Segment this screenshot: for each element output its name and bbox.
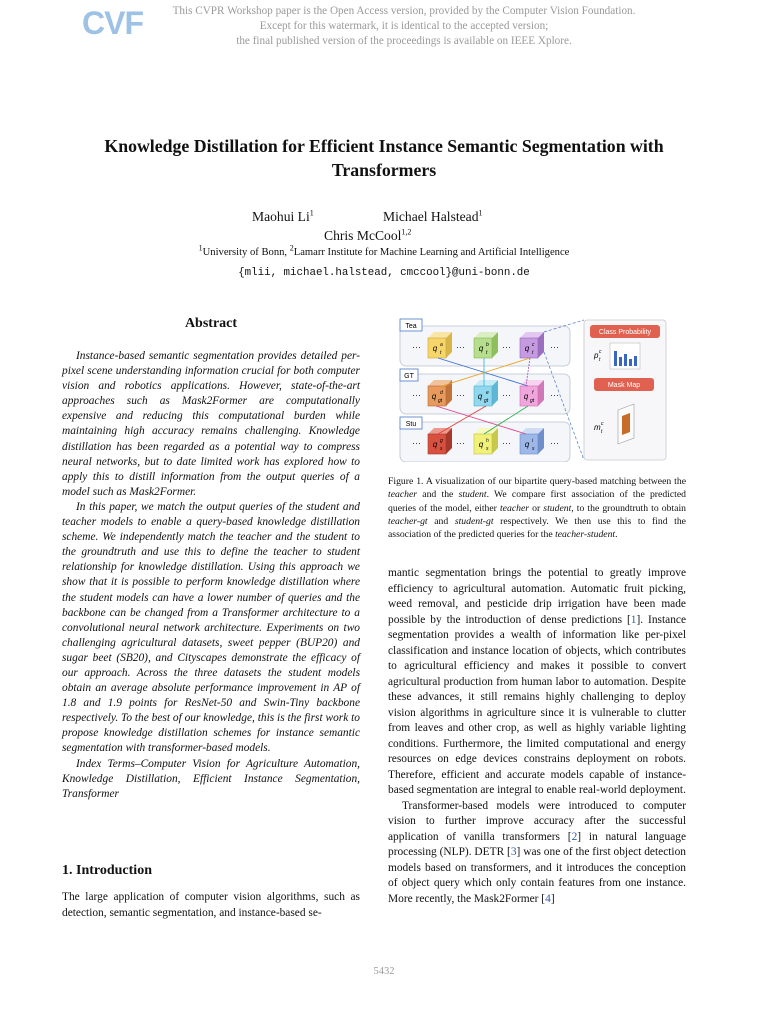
query-label: q (478, 440, 484, 449)
query-sup: f (532, 390, 534, 396)
svg-text:···: ··· (502, 438, 511, 448)
figure-caption (388, 475, 686, 541)
query-sub: t (486, 350, 488, 356)
caption-term: student (458, 489, 487, 501)
aff-sup: 1 (198, 243, 203, 253)
author-sup: 1 (478, 208, 483, 218)
mask-image-blob (622, 413, 630, 435)
watermark-line: This CVPR Workshop paper is the Open Access version, provided by the Computer Vision Foundation. (172, 5, 636, 17)
caption-term: teacher-gt (388, 515, 428, 527)
mask-map-label: Mask Map (607, 382, 641, 389)
caption-term: student-gt (454, 515, 494, 527)
aff-sup: 2 (289, 243, 294, 253)
citation-link[interactable]: 4 (545, 892, 551, 905)
watermark-line: Except for this watermark, it is identical to the accepted version; (259, 20, 549, 32)
abstract-body (62, 349, 360, 802)
svg-text:···: ··· (412, 438, 421, 448)
query-sub: t (440, 350, 442, 356)
svg-text:···: ··· (456, 438, 465, 448)
query-sub: s (486, 446, 489, 452)
caption-text: , to the groundtruth to obtain (571, 502, 686, 514)
query-sup: d (440, 390, 443, 396)
caption-text: . We compare first association of the predicted queries of the model, either (388, 489, 687, 514)
index-terms: Index Terms–Computer Vision for Agriculture Automation, Knowledge Distillation, Efficient Instance Segmentation, Transformer (62, 757, 360, 800)
body-text: mantic segmentation brings the potential to greatly improve efficiency to agricultural automation. Automatic fruit picking, weed removal, and pesticide drip irrigation have been made possible by the introduction of dense predictions [ (388, 567, 686, 626)
author-sup: 1 (309, 208, 314, 218)
citation-link[interactable]: 1 (630, 613, 637, 626)
mask-symbol: m (594, 423, 601, 432)
author-emails: {mlii, michael.halstead, cmccool}@uni-bonn.de (238, 267, 530, 279)
body-text: ] was one of the first object detection models based on transformers, and it introduces the conception of object query which only contain features from one instance. More recently, the Mask2Former [ (388, 846, 686, 905)
svg-text:···: ··· (456, 390, 465, 400)
query-sub: gt (438, 398, 443, 404)
author (383, 209, 483, 225)
svg-text:···: ··· (456, 342, 465, 352)
author-sup: 1,2 (401, 227, 412, 237)
mask-sup: c (601, 421, 604, 427)
body-paragraph (388, 566, 686, 799)
svg-text:···: ··· (412, 390, 421, 400)
query-sup: a (440, 342, 443, 348)
svg-text:···: ··· (412, 342, 421, 352)
caption-term: student (543, 502, 572, 514)
query-sup: h (486, 438, 489, 444)
title-line: Transformers (331, 160, 437, 180)
caption-text: respectively. We then use this to find the association of the predicted queries for the (388, 515, 686, 541)
body-paragraph (388, 799, 686, 908)
class-probability-label: Class Probability (598, 329, 652, 336)
citation-link[interactable]: 3 (510, 846, 517, 858)
aff-text: University of Bonn, (202, 247, 290, 258)
tea-label: Tea (405, 323, 417, 330)
right-column-body (388, 566, 686, 907)
svg-text:···: ··· (550, 390, 559, 400)
caption-term: teacher (499, 502, 530, 514)
query-label: q (432, 344, 438, 353)
prob-sub: t (599, 357, 601, 363)
query-sub: s (532, 446, 535, 452)
prob-symbol: p (594, 351, 599, 360)
abstract-heading: Abstract (184, 316, 238, 331)
author-name: Chris McCool (324, 228, 402, 243)
cvf-logo: CVF (82, 5, 143, 41)
caption-text: and the (417, 489, 459, 501)
author-name: Michael Halstead (383, 209, 479, 224)
open-access-watermark (150, 4, 658, 49)
query-label: q (432, 440, 438, 449)
svg-text:···: ··· (550, 438, 559, 448)
query-label: q (477, 392, 483, 401)
figure-query-matching (398, 318, 670, 462)
watermark-line: the final published version of the proceedings is available on IEEE Xplore. (236, 35, 572, 47)
page-number: 5432 (373, 966, 395, 977)
query-sup: i (532, 438, 534, 444)
stu-label: Stu (405, 421, 417, 428)
author (252, 209, 314, 225)
intro-paragraph: The large application of computer vision algorithms, such as detection, semantic segmentation, and instance-based se- (62, 891, 360, 919)
query-label: q (524, 440, 530, 449)
svg-text:···: ··· (502, 342, 511, 352)
caption-text: and (427, 515, 455, 527)
mask-sub: t (601, 429, 603, 435)
author (324, 228, 411, 244)
svg-text:···: ··· (502, 390, 511, 400)
title-line: Knowledge Distillation for Efficient Instance Semantic Segmentation with (104, 136, 664, 156)
svg-text:···: ··· (550, 342, 559, 352)
paper-title (60, 134, 708, 182)
query-sup: b (486, 342, 489, 348)
caption-term: teacher-student (555, 529, 616, 541)
section-heading-introduction: 1. Introduction (62, 863, 152, 878)
abstract-paragraph: Instance-based semantic segmentation provides detailed per-pixel scene understanding information crucial for both computer vision and robotics applications. However, state-of-the-art approaches such as Mask2Former are computationally expensive and reducing this computational burden while maintaining high accuracy remains challenging. Knowledge distillation has been regarded as a potential way to compress neural networks, but to date limited work has explored how to apply this to distill information from the output queries of a model such as Mask2Former. (62, 350, 360, 498)
query-sub: t (532, 350, 534, 356)
caption-text: or (529, 502, 544, 514)
gt-label: GT (404, 373, 414, 380)
prob-sup: c (599, 349, 602, 355)
query-label: q (523, 392, 529, 401)
query-label: q (478, 344, 484, 353)
query-label: q (524, 344, 530, 353)
query-sub: s (440, 446, 443, 452)
query-sub: gt (484, 398, 489, 404)
query-label: q (431, 392, 437, 401)
aff-text: Lamarr Institute for Machine Learning and Artificial Intelligence (293, 247, 570, 258)
query-sub: gt (530, 398, 535, 404)
caption-text: Figure 1. A visualization of our bipartite query-based matching between the (388, 476, 686, 487)
query-sup: c (532, 342, 535, 348)
affiliation (60, 243, 708, 260)
body-text: Transformer-based models were introduced to computer vision to further improve accuracy after the successful application of vanilla transformers [ (388, 799, 686, 843)
author-name: Maohui Li (252, 209, 310, 224)
abstract-paragraph: In this paper, we match the output queries of the student and teacher models to enable a query-based knowledge distillation scheme. We independently match the teacher and the student to the groundtruth and use this to define the teacher to student relationship for knowledge distillation. Using this approach we show that it is possible to perform knowledge distillation where the student models can have a lower number of queries and the backbone can be changed from a Transformer architecture to a convolutional neural network architecture. Experiments on two challenging agricultural datasets, sweet pepper (BUP20) and sugar beet (SB20), and Cityscapes demonstrate the efficacy of our approach. Across the three datasets the student models obtain an average absolute performance improvement in AP of 1.8 and 1.9 points for ResNet-50 and Swin-Tiny backbone respectively. To the best of our knowledge, this is the first work to propose knowledge distillation schemes for instance semantic segmentation with transformer-based models. (62, 500, 360, 755)
body-text: ]. Instance segmentation provides a wealth of information like per-pixel classification and instance location of objects, which contributes to agricultural efficiency and makes it possible to convert agricultural production from human labor to automation. Despite these advances, it still remains highly challenging to deploy vision algorithms in agriculture since it is vulnerable to clutter from leaves and other crop, as well as highly variable lighting conditions. Furthermore, the limited computational and energy resources on edge devices constrains deployment on robots. Therefore, efficient and accurate models capable of instance-based segmentation are integral to enable real-world deployment. (388, 613, 687, 796)
body-text: ] (550, 892, 555, 905)
query-sup: g (440, 438, 443, 444)
query-sup: e (486, 390, 489, 396)
citation-link[interactable]: 2 (571, 830, 578, 843)
caption-term: teacher (388, 489, 418, 501)
caption-text: . (615, 529, 618, 541)
body-text: ] in natural language processing (NLP). DETR [ (388, 830, 687, 858)
